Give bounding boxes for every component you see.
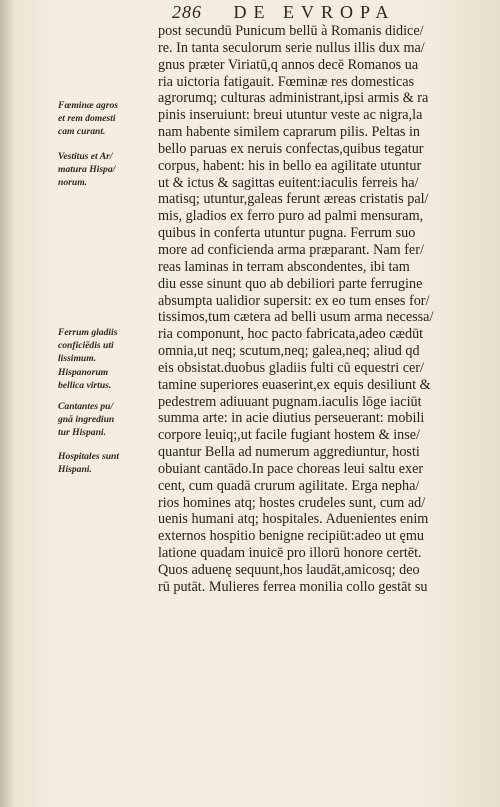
text-line: post secundū Punicum bellū à Romanis didice/: [158, 23, 424, 39]
text-line: ria uictoria fatigauit. Fœminæ res domesticas: [158, 73, 415, 90]
margin-note: [58, 100, 154, 138]
text-line: obuiant cantādo.In pace choreas leui saltu exer: [158, 460, 424, 477]
margin-note-line: Hispanorum: [58, 367, 109, 378]
text-line: ria componunt, hoc pacto fabricata,adeo cædūt: [158, 326, 424, 343]
margin-note-line: tur Hispani.: [58, 426, 106, 438]
margin-note-line: Vestitus et Ar/: [58, 151, 113, 162]
text-line: corpore leuiq;,ut facile fugiant hostem & inse/: [158, 427, 420, 444]
margin-note-line: norum.: [58, 176, 88, 188]
margin-note-line: et rem domesti: [58, 112, 116, 124]
margin-note-line: lissimum.: [58, 352, 97, 364]
text-line: pinis inseruiunt: breui utuntur veste ac nigra,la: [158, 107, 423, 124]
margin-note-line: conficiēdis uti: [58, 339, 114, 351]
text-line: externos hospitio benigne recipiūt:adeo ut ęmu: [158, 528, 424, 545]
margin-note-line: Fœminæ agros: [58, 100, 118, 111]
text-line: pedestrem adiuuant pugnam.iaculis lōge iaciūt: [158, 393, 422, 410]
text-line: uenis humani atq; hospitales. Aduenientes enim: [158, 511, 429, 528]
text-line: absumpta ualidior supersit: ex eo tum enses for/: [158, 292, 430, 309]
text-line: cent, cum quadā crurum agilitate. Erga nepha/: [158, 477, 420, 494]
margin-note: [58, 151, 154, 189]
text-line: latione quadam inuicē pro illorū honore certēt.: [158, 545, 422, 562]
text-line: mis, gladios ex ferro puro ad palmi mensuram,: [158, 208, 424, 225]
text-line: re. In tanta seculorum serie nullus illis dux ma/: [158, 39, 425, 56]
margin-note: [58, 401, 154, 439]
main-text-block: [158, 23, 490, 596]
text-line: reas laminas in terram abscondentes, ibi tam: [158, 258, 410, 275]
page-gutter: [0, 0, 14, 807]
text-line: quantur Bella ad numerum aggrediuntur, hosti: [158, 444, 420, 461]
margin-note-line: matura Hispa/: [58, 163, 116, 175]
margin-note-line: Ferrum gladiis: [58, 327, 118, 338]
text-line: rios homines atq; hostes crudeles sunt, cum ad/: [158, 494, 426, 511]
text-line: matisq; utuntur,galeas ferunt æreas cristatis pal/: [158, 191, 429, 208]
margin-note-line: Cantantes pu/: [58, 401, 114, 412]
text-line: tissimos,tum cætera ad belli usum arma necessa/: [158, 309, 434, 326]
margin-note-line: bellica virtus.: [58, 379, 112, 391]
margin-note-line: cam curant.: [58, 125, 106, 137]
page-number: 286: [172, 2, 202, 22]
text-line: bello paruas ex neruis confectas,quibus tegatur: [158, 140, 424, 157]
text-line: corpus, habent: his in bello ea agilitate utuntur: [158, 157, 422, 174]
text-line: ut & ictus & sagittas euitent:iaculis ferreis ha/: [158, 174, 419, 191]
text-line: nam habente similem caprarum pilis. Peltas in: [158, 124, 421, 141]
text-line: eis obsistat.duobus gladiis fulti cū equestri cer/: [158, 359, 424, 376]
margin-note: [58, 451, 154, 477]
margin-note-line: Hispani.: [58, 463, 92, 475]
text-line: quibus in conferta utuntur pugna. Ferrum suo: [158, 225, 416, 242]
margin-note: [58, 367, 154, 393]
text-line: rū putāt. Mulieres ferrea monilia collo gestāt su: [158, 578, 428, 595]
text-line: gnus præter Viriatū,q annos decē Romanos ua: [158, 56, 419, 73]
running-title: DE EVROPA: [233, 2, 396, 22]
running-header: [172, 2, 472, 24]
margin-note-line: gnā ingrediun: [58, 413, 115, 425]
text-line: more ad conficienda arma præparant. Nam fer/: [158, 241, 424, 258]
text-line: agrorumq; culturas administrant,ipsi armis & ra: [158, 90, 429, 107]
text-line: omnia,ut neq; scutum,neq; galea,neq; aliud qd: [158, 343, 420, 360]
margin-note-line: Hospitales sunt: [58, 451, 120, 462]
text-line: tamine superiores euaserint,ex equis desiliunt &: [158, 376, 431, 393]
margin-note: [58, 327, 154, 365]
text-line: Quos aduenę sequunt,hos laudāt,amicosq; deo: [158, 562, 420, 578]
text-line: diu esse sinunt quo ab debiliori parte ferrugine: [158, 275, 423, 292]
text-line: summa arte: in acie diutius perseuerant: mobili: [158, 410, 425, 427]
